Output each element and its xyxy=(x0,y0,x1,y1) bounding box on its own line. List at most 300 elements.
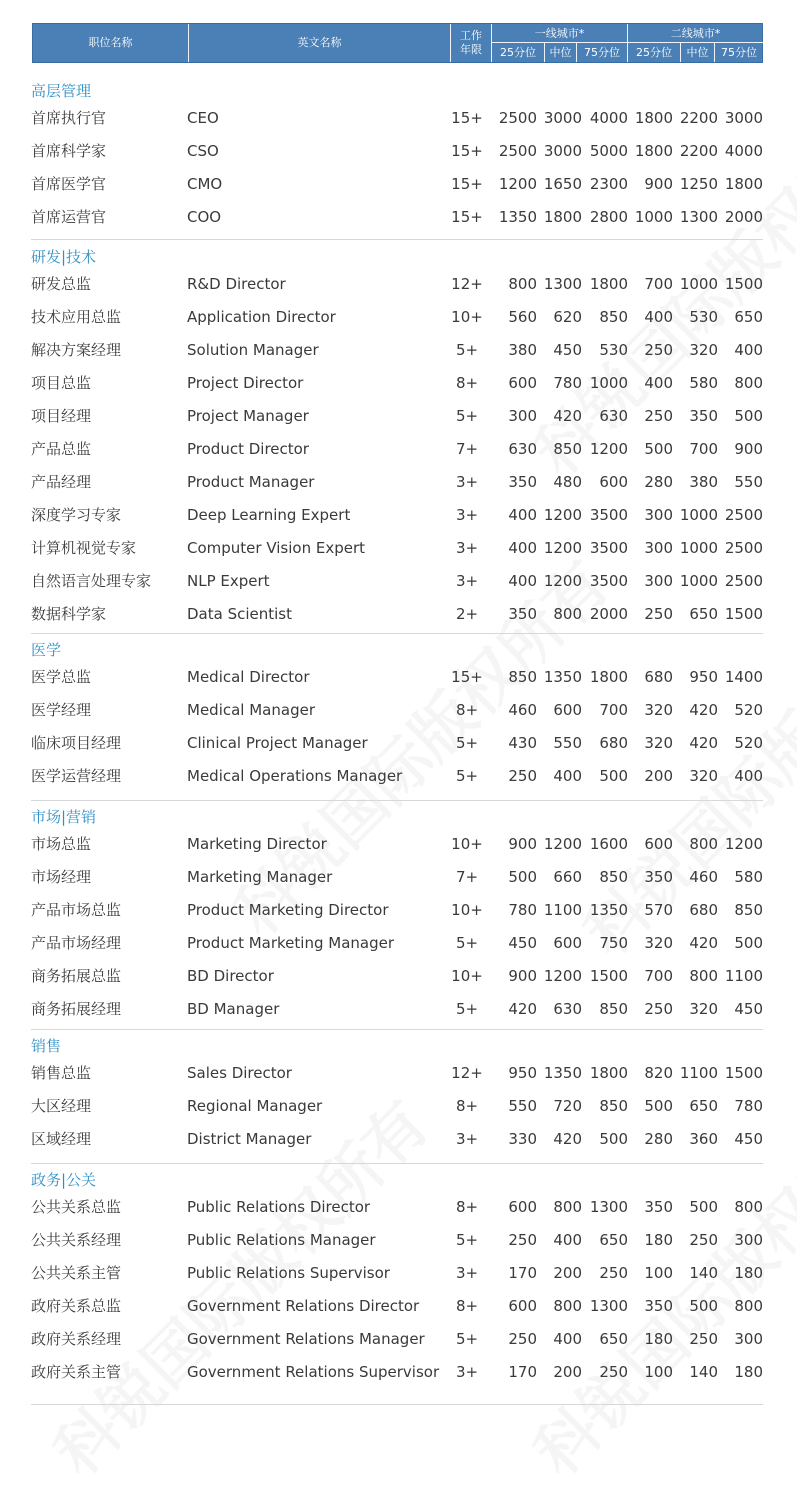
salary-value: 780 xyxy=(508,901,537,919)
salary-value: 800 xyxy=(689,967,718,985)
years-required: 10+ xyxy=(451,901,483,919)
position-name-en: CEO xyxy=(187,109,219,127)
position-name-cn: 公共关系主管 xyxy=(31,1264,122,1282)
position-name-cn: 市场总监 xyxy=(31,835,92,853)
salary-value: 780 xyxy=(553,374,582,392)
salary-value: 1000 xyxy=(679,506,718,524)
position-name-cn: 项目经理 xyxy=(31,407,92,425)
years-required: 5+ xyxy=(455,1231,479,1249)
salary-value: 400 xyxy=(508,572,537,590)
position-name-cn: 政府关系主管 xyxy=(31,1363,122,1381)
salary-value: 660 xyxy=(553,868,582,886)
years-required: 15+ xyxy=(451,109,483,127)
salary-value: 420 xyxy=(689,934,718,952)
salary-value: 180 xyxy=(644,1330,673,1348)
position-name-cn: 临床项目经理 xyxy=(31,734,122,752)
salary-value: 1800 xyxy=(724,175,763,193)
years-required: 8+ xyxy=(455,374,479,392)
salary-value: 800 xyxy=(689,835,718,853)
table-row xyxy=(0,1262,797,1284)
position-name-en: Marketing Director xyxy=(187,835,327,853)
table-row xyxy=(0,666,797,688)
salary-value: 1200 xyxy=(543,539,582,557)
salary-value: 300 xyxy=(734,1231,763,1249)
header-tier1-p75: 75分位 xyxy=(584,45,620,59)
position-name-en: Public Relations Supervisor xyxy=(187,1264,390,1282)
position-name-en: Product Marketing Director xyxy=(187,901,389,919)
salary-value: 950 xyxy=(508,1064,537,1082)
salary-value: 1250 xyxy=(679,175,718,193)
header-years xyxy=(451,24,491,62)
position-name-cn: 医学运营经理 xyxy=(31,767,122,785)
position-name-en: Medical Manager xyxy=(187,701,315,719)
position-name-en: Application Director xyxy=(187,308,336,326)
salary-value: 1650 xyxy=(543,175,582,193)
salary-value: 380 xyxy=(508,341,537,359)
salary-value: 400 xyxy=(734,767,763,785)
position-name-en: Product Marketing Manager xyxy=(187,934,394,952)
salary-value: 500 xyxy=(599,1130,628,1148)
salary-value: 1500 xyxy=(724,275,763,293)
position-name-en: Public Relations Director xyxy=(187,1198,371,1216)
table-row xyxy=(0,1062,797,1084)
header-position-name: 职位名称 xyxy=(88,36,133,49)
years-required: 5+ xyxy=(455,767,479,785)
salary-value: 1200 xyxy=(543,506,582,524)
salary-value: 1000 xyxy=(679,572,718,590)
salary-value: 250 xyxy=(508,1330,537,1348)
salary-value: 170 xyxy=(508,1363,537,1381)
salary-value: 280 xyxy=(644,1130,673,1148)
salary-value: 4000 xyxy=(589,109,628,127)
position-name-cn: 首席科学家 xyxy=(31,142,107,160)
salary-value: 630 xyxy=(553,1000,582,1018)
salary-value: 3500 xyxy=(589,572,628,590)
salary-value: 600 xyxy=(644,835,673,853)
table-row xyxy=(0,765,797,787)
header-divider xyxy=(680,43,681,62)
salary-value: 280 xyxy=(644,473,673,491)
years-required: 10+ xyxy=(451,967,483,985)
salary-value: 350 xyxy=(508,473,537,491)
salary-value: 350 xyxy=(644,868,673,886)
section-title: 销售 xyxy=(31,1037,62,1055)
section-title: 市场|营销 xyxy=(31,808,97,826)
salary-value: 3500 xyxy=(589,539,628,557)
salary-value: 3000 xyxy=(543,109,582,127)
position-name-en: Medical Operations Manager xyxy=(187,767,403,785)
header-divider xyxy=(627,24,628,62)
salary-value: 500 xyxy=(734,407,763,425)
salary-value: 900 xyxy=(644,175,673,193)
salary-value: 1000 xyxy=(589,374,628,392)
table-header xyxy=(32,23,763,63)
salary-value: 500 xyxy=(599,767,628,785)
position-name-en: CSO xyxy=(187,142,219,160)
salary-value: 720 xyxy=(553,1097,582,1115)
salary-value: 250 xyxy=(644,1000,673,1018)
position-name-en: BD Manager xyxy=(187,1000,280,1018)
position-name-en: Government Relations Manager xyxy=(187,1330,425,1348)
table-row xyxy=(0,405,797,427)
table-row xyxy=(0,1128,797,1150)
salary-value: 320 xyxy=(644,701,673,719)
years-required: 15+ xyxy=(451,208,483,226)
salary-value: 780 xyxy=(734,1097,763,1115)
position-name-en: Marketing Manager xyxy=(187,868,333,886)
table-row xyxy=(0,140,797,162)
salary-value: 400 xyxy=(734,341,763,359)
salary-value: 1200 xyxy=(543,572,582,590)
salary-value: 250 xyxy=(689,1330,718,1348)
salary-value: 420 xyxy=(689,701,718,719)
table-row xyxy=(0,273,797,295)
salary-value: 950 xyxy=(689,668,718,686)
position-name-en: Computer Vision Expert xyxy=(187,539,366,557)
years-required: 15+ xyxy=(451,175,483,193)
salary-value: 140 xyxy=(689,1363,718,1381)
salary-value: 1800 xyxy=(634,142,673,160)
salary-value: 680 xyxy=(689,901,718,919)
salary-value: 250 xyxy=(644,605,673,623)
salary-value: 180 xyxy=(734,1363,763,1381)
salary-value: 420 xyxy=(553,1130,582,1148)
salary-value: 500 xyxy=(734,934,763,952)
salary-value: 1500 xyxy=(589,967,628,985)
section-divider xyxy=(31,1029,763,1030)
section-divider xyxy=(31,239,763,240)
salary-value: 800 xyxy=(553,1297,582,1315)
salary-value: 2500 xyxy=(724,506,763,524)
table-row xyxy=(0,1229,797,1251)
salary-value: 250 xyxy=(508,1231,537,1249)
salary-value: 530 xyxy=(599,341,628,359)
salary-value: 520 xyxy=(734,701,763,719)
position-name-cn: 产品市场经理 xyxy=(31,934,122,952)
salary-value: 320 xyxy=(644,934,673,952)
salary-value: 1200 xyxy=(543,835,582,853)
salary-value: 800 xyxy=(508,275,537,293)
table-row xyxy=(0,173,797,195)
salary-value: 3000 xyxy=(724,109,763,127)
salary-value: 800 xyxy=(553,605,582,623)
section-divider xyxy=(31,800,763,801)
years-required: 10+ xyxy=(451,308,483,326)
header-tier1-p25: 25分位 xyxy=(500,45,536,59)
salary-value: 400 xyxy=(553,1330,582,1348)
position-name-en: R&D Director xyxy=(187,275,286,293)
salary-value: 2200 xyxy=(679,142,718,160)
position-name-en: Regional Manager xyxy=(187,1097,323,1115)
position-name-cn: 首席运营官 xyxy=(31,208,107,226)
salary-value: 500 xyxy=(644,440,673,458)
salary-value: 1800 xyxy=(589,275,628,293)
salary-value: 1350 xyxy=(498,208,537,226)
salary-value: 630 xyxy=(508,440,537,458)
table-row xyxy=(0,833,797,855)
header-divider xyxy=(450,24,451,62)
salary-value: 2500 xyxy=(498,142,537,160)
header-years-top: 工作 xyxy=(460,29,482,42)
salary-value: 450 xyxy=(734,1130,763,1148)
salary-value: 820 xyxy=(644,1064,673,1082)
salary-value: 1300 xyxy=(589,1198,628,1216)
salary-value: 530 xyxy=(689,308,718,326)
table-row xyxy=(0,1328,797,1350)
position-name-cn: 解决方案经理 xyxy=(31,341,122,359)
salary-value: 600 xyxy=(553,701,582,719)
table-row xyxy=(0,866,797,888)
salary-value: 800 xyxy=(734,1297,763,1315)
years-required: 7+ xyxy=(455,440,479,458)
years-required: 3+ xyxy=(455,539,479,557)
salary-value: 650 xyxy=(599,1330,628,1348)
position-name-en: Product Director xyxy=(187,440,309,458)
years-required: 8+ xyxy=(455,1297,479,1315)
table-row xyxy=(0,504,797,526)
salary-value: 600 xyxy=(553,934,582,952)
salary-value: 600 xyxy=(599,473,628,491)
years-required: 5+ xyxy=(455,341,479,359)
position-name-cn: 政府关系总监 xyxy=(31,1297,122,1315)
position-name-en: COO xyxy=(187,208,222,226)
salary-value: 350 xyxy=(689,407,718,425)
header-tier2-p25: 25分位 xyxy=(636,45,672,59)
salary-value: 700 xyxy=(644,275,673,293)
salary-value: 900 xyxy=(508,835,537,853)
salary-value: 630 xyxy=(599,407,628,425)
salary-value: 1800 xyxy=(589,668,628,686)
table-row xyxy=(0,339,797,361)
salary-value: 900 xyxy=(508,967,537,985)
salary-value: 300 xyxy=(644,539,673,557)
salary-value: 480 xyxy=(553,473,582,491)
salary-value: 350 xyxy=(644,1198,673,1216)
salary-value: 1200 xyxy=(543,967,582,985)
salary-value: 560 xyxy=(508,308,537,326)
salary-value: 850 xyxy=(599,1097,628,1115)
salary-value: 580 xyxy=(689,374,718,392)
table-row xyxy=(0,998,797,1020)
salary-value: 750 xyxy=(599,934,628,952)
salary-value: 1000 xyxy=(679,539,718,557)
years-required: 3+ xyxy=(455,1363,479,1381)
salary-value: 680 xyxy=(644,668,673,686)
table-row xyxy=(0,965,797,987)
salary-value: 2500 xyxy=(498,109,537,127)
salary-value: 300 xyxy=(508,407,537,425)
header-divider xyxy=(188,24,189,62)
position-name-cn: 销售总监 xyxy=(31,1064,92,1082)
salary-value: 680 xyxy=(599,734,628,752)
years-required: 12+ xyxy=(451,275,483,293)
table-row xyxy=(0,1295,797,1317)
salary-value: 320 xyxy=(689,341,718,359)
salary-value: 400 xyxy=(553,767,582,785)
table-row xyxy=(0,471,797,493)
salary-value: 5000 xyxy=(589,142,628,160)
position-name-cn: 医学经理 xyxy=(31,701,92,719)
salary-value: 1600 xyxy=(589,835,628,853)
salary-value: 620 xyxy=(553,308,582,326)
years-required: 3+ xyxy=(455,572,479,590)
salary-value: 520 xyxy=(734,734,763,752)
section-title: 高层管理 xyxy=(31,82,92,100)
position-name-cn: 数据科学家 xyxy=(31,605,107,623)
header-divider xyxy=(492,42,763,43)
salary-value: 700 xyxy=(599,701,628,719)
salary-value: 3500 xyxy=(589,506,628,524)
position-name-cn: 商务拓展经理 xyxy=(31,1000,122,1018)
salary-value: 350 xyxy=(508,605,537,623)
salary-value: 300 xyxy=(734,1330,763,1348)
years-required: 3+ xyxy=(455,1130,479,1148)
salary-value: 550 xyxy=(508,1097,537,1115)
salary-value: 170 xyxy=(508,1264,537,1282)
years-required: 8+ xyxy=(455,701,479,719)
table-row xyxy=(0,732,797,754)
position-name-cn: 政府关系经理 xyxy=(31,1330,122,1348)
salary-value: 200 xyxy=(553,1264,582,1282)
salary-value: 320 xyxy=(689,1000,718,1018)
table-row xyxy=(0,107,797,129)
position-name-en: Project Director xyxy=(187,374,304,392)
section-title: 政务|公关 xyxy=(31,1171,97,1189)
salary-value: 1300 xyxy=(543,275,582,293)
years-required: 10+ xyxy=(451,835,483,853)
salary-value: 420 xyxy=(508,1000,537,1018)
header-years-bottom: 年限 xyxy=(460,43,482,56)
position-name-en: Public Relations Manager xyxy=(187,1231,376,1249)
salary-value: 300 xyxy=(644,506,673,524)
salary-value: 850 xyxy=(553,440,582,458)
salary-value: 1500 xyxy=(724,1064,763,1082)
salary-value: 4000 xyxy=(724,142,763,160)
salary-value: 1300 xyxy=(589,1297,628,1315)
position-name-cn: 大区经理 xyxy=(31,1097,92,1115)
table-row xyxy=(0,899,797,921)
position-name-en: Product Manager xyxy=(187,473,315,491)
salary-value: 500 xyxy=(508,868,537,886)
salary-value: 1100 xyxy=(724,967,763,985)
salary-value: 320 xyxy=(689,767,718,785)
table-row xyxy=(0,1361,797,1383)
salary-value: 400 xyxy=(644,308,673,326)
years-required: 2+ xyxy=(455,605,479,623)
section-divider xyxy=(31,1404,763,1405)
section-divider xyxy=(31,1163,763,1164)
section-title: 研发|技术 xyxy=(31,248,97,266)
header-tier1-p50: 中位 xyxy=(549,45,572,59)
table-row xyxy=(0,306,797,328)
years-required: 15+ xyxy=(451,668,483,686)
section-title: 医学 xyxy=(31,641,62,659)
salary-value: 500 xyxy=(644,1097,673,1115)
salary-value: 570 xyxy=(644,901,673,919)
salary-value: 850 xyxy=(508,668,537,686)
salary-value: 200 xyxy=(553,1363,582,1381)
salary-value: 420 xyxy=(553,407,582,425)
salary-value: 250 xyxy=(689,1231,718,1249)
salary-value: 700 xyxy=(644,967,673,985)
salary-value: 400 xyxy=(508,506,537,524)
header-divider xyxy=(544,43,545,62)
salary-value: 140 xyxy=(689,1264,718,1282)
salary-value: 1200 xyxy=(498,175,537,193)
salary-value: 400 xyxy=(508,539,537,557)
salary-value: 650 xyxy=(689,605,718,623)
position-name-cn: 公共关系总监 xyxy=(31,1198,122,1216)
salary-value: 850 xyxy=(599,868,628,886)
salary-value: 420 xyxy=(689,734,718,752)
salary-value: 550 xyxy=(553,734,582,752)
years-required: 12+ xyxy=(451,1064,483,1082)
position-name-en: CMO xyxy=(187,175,223,193)
salary-value: 250 xyxy=(644,407,673,425)
position-name-cn: 计算机视觉专家 xyxy=(31,539,137,557)
salary-value: 460 xyxy=(689,868,718,886)
years-required: 3+ xyxy=(455,1264,479,1282)
years-required: 8+ xyxy=(455,1198,479,1216)
salary-value: 1500 xyxy=(724,605,763,623)
table-row xyxy=(0,372,797,394)
years-required: 5+ xyxy=(455,1330,479,1348)
position-name-cn: 首席执行官 xyxy=(31,109,107,127)
salary-value: 1200 xyxy=(589,440,628,458)
salary-value: 200 xyxy=(644,767,673,785)
salary-value: 1350 xyxy=(543,668,582,686)
salary-value: 2800 xyxy=(589,208,628,226)
salary-value: 2300 xyxy=(589,175,628,193)
position-name-cn: 产品市场总监 xyxy=(31,901,122,919)
position-name-en: Deep Learning Expert xyxy=(187,506,351,524)
position-name-cn: 研发总监 xyxy=(31,275,92,293)
salary-value: 400 xyxy=(644,374,673,392)
salary-value: 380 xyxy=(689,473,718,491)
position-name-en: Government Relations Supervisor xyxy=(187,1363,440,1381)
years-required: 3+ xyxy=(455,506,479,524)
salary-value: 1400 xyxy=(724,668,763,686)
header-tier2-p75: 75分位 xyxy=(721,45,757,59)
position-name-cn: 产品总监 xyxy=(31,440,92,458)
salary-value: 650 xyxy=(599,1231,628,1249)
salary-value: 460 xyxy=(508,701,537,719)
salary-value: 1800 xyxy=(543,208,582,226)
position-name-en: BD Director xyxy=(187,967,274,985)
header-divider xyxy=(714,43,715,62)
salary-value: 900 xyxy=(734,440,763,458)
position-name-cn: 市场经理 xyxy=(31,868,92,886)
salary-value: 300 xyxy=(644,572,673,590)
salary-value: 250 xyxy=(644,341,673,359)
position-name-cn: 区域经理 xyxy=(31,1130,92,1148)
years-required: 7+ xyxy=(455,868,479,886)
header-english-name: 英文名称 xyxy=(297,36,342,49)
position-name-en: Sales Director xyxy=(187,1064,292,1082)
table-row xyxy=(0,206,797,228)
salary-value: 400 xyxy=(553,1231,582,1249)
position-name-cn: 医学总监 xyxy=(31,668,92,686)
salary-value: 180 xyxy=(734,1264,763,1282)
salary-value: 2200 xyxy=(679,109,718,127)
years-required: 5+ xyxy=(455,734,479,752)
salary-value: 100 xyxy=(644,1264,673,1282)
header-divider xyxy=(576,43,577,62)
years-required: 5+ xyxy=(455,407,479,425)
table-row xyxy=(0,699,797,721)
salary-value: 800 xyxy=(734,374,763,392)
years-required: 8+ xyxy=(455,1097,479,1115)
